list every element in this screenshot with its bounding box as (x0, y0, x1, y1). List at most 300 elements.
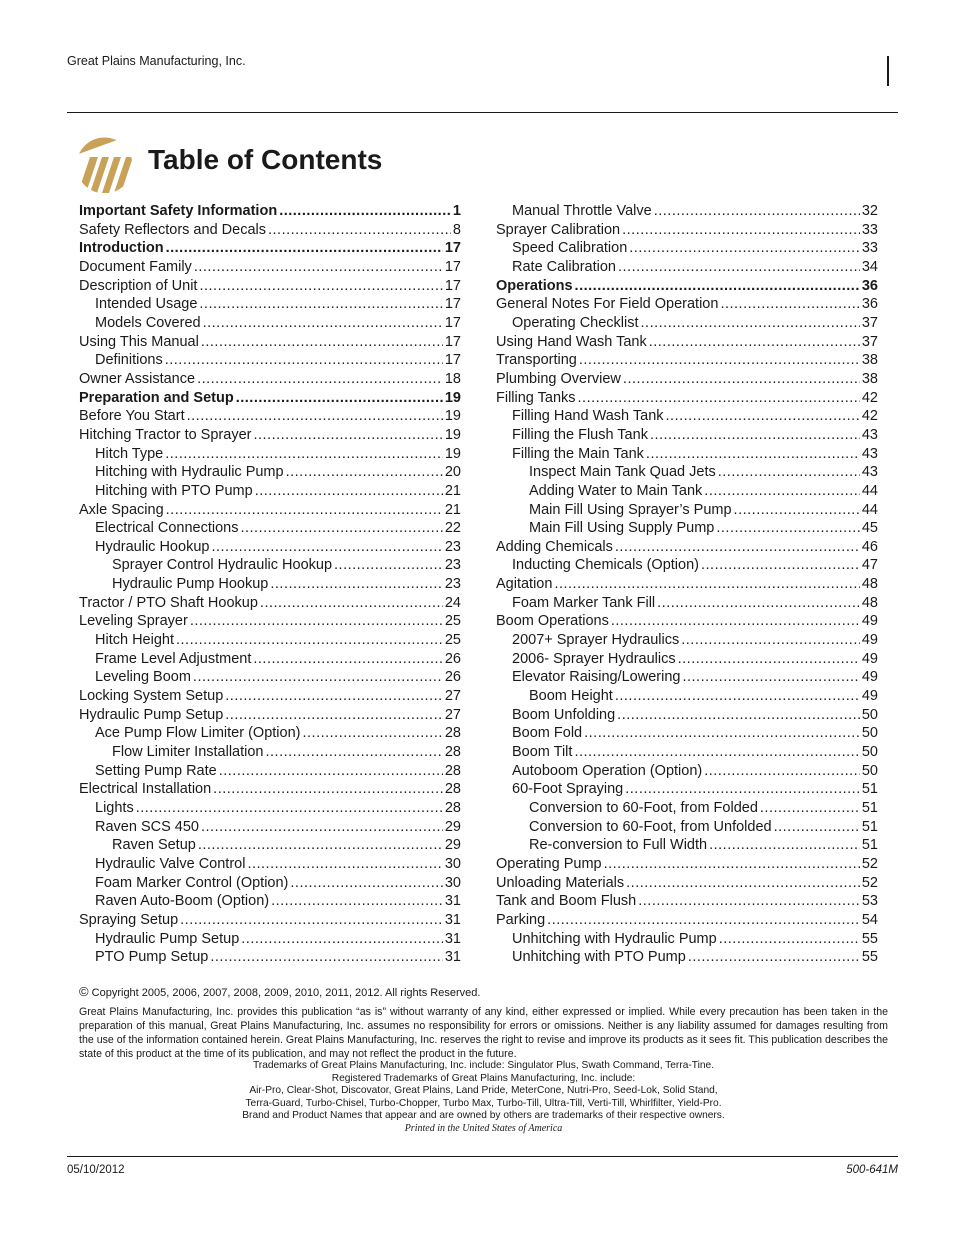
toc-entry-page: 49 (861, 613, 878, 630)
toc-entry-title: Raven Setup (112, 837, 196, 854)
toc-leader-dots (704, 482, 860, 501)
toc-entry-title: Elevator Raising/Lowering (512, 669, 681, 686)
toc-entry-page: 33 (861, 240, 878, 257)
toc-entry[interactable] (496, 836, 878, 855)
toc-leader-dots (760, 799, 860, 818)
toc-entry-page: 28 (444, 781, 461, 798)
toc-leader-dots (720, 295, 859, 314)
toc-entry-page: 45 (861, 520, 878, 537)
toc-entry-page: 51 (861, 781, 878, 798)
toc-entry[interactable] (496, 407, 878, 426)
toc-entry[interactable] (79, 295, 461, 314)
toc-entry-title: Filling Tanks (496, 389, 576, 406)
toc-leader-dots (650, 426, 860, 445)
toc-entry-page: 19 (444, 445, 461, 462)
toc-entry[interactable] (496, 892, 878, 911)
toc-entry-page: 49 (861, 650, 878, 667)
toc-leader-dots (290, 874, 442, 893)
toc-entry-page: 51 (861, 800, 878, 816)
toc-entry[interactable] (79, 948, 461, 967)
toc-entry[interactable] (79, 556, 461, 575)
toc-entry[interactable] (79, 202, 461, 221)
toc-entry-page: 26 (444, 650, 461, 667)
toc-entry-page: 46 (861, 538, 878, 555)
toc-leader-dots (681, 631, 860, 650)
toc-entry[interactable] (79, 538, 461, 557)
toc-entry[interactable] (79, 612, 461, 631)
toc-entry[interactable] (79, 874, 461, 893)
toc-leader-dots (625, 780, 860, 799)
toc-leader-dots (734, 501, 860, 520)
toc-leader-dots (629, 239, 860, 258)
toc-entry[interactable] (496, 668, 878, 687)
toc-entry-page: 22 (444, 520, 461, 537)
toc-entry-title: Safety Reflectors and Decals (79, 221, 266, 238)
toc-entry[interactable] (496, 295, 878, 314)
toc-entry[interactable] (79, 258, 461, 277)
toc-entry-title: Preparation and Setup (79, 389, 234, 406)
header-divider (887, 56, 889, 86)
toc-entry[interactable] (496, 780, 878, 799)
toc-entry-title: Unhitching with Hydraulic Pump (512, 930, 717, 947)
toc-entry[interactable] (79, 351, 461, 370)
toc-entry-page: 43 (861, 426, 878, 443)
toc-entry[interactable] (496, 221, 878, 240)
toc-entry-page: 43 (861, 445, 878, 462)
toc-leader-dots (774, 818, 860, 837)
toc-entry-title: Setting Pump Rate (95, 762, 217, 779)
toc-entry-page: 27 (444, 688, 461, 705)
toc-entry[interactable] (79, 780, 461, 799)
toc-entry[interactable] (79, 370, 461, 389)
toc-leader-dots (255, 482, 443, 501)
toc-entry-title: Locking System Setup (79, 688, 224, 705)
toc-entry[interactable] (79, 631, 461, 650)
toc-entry-page: 29 (444, 837, 461, 854)
toc-entry-title: Boom Height (529, 688, 613, 705)
toc-entry[interactable] (496, 594, 878, 613)
toc-leader-dots (253, 650, 443, 669)
toc-entry-page: 42 (861, 389, 878, 406)
toc-entry[interactable] (496, 351, 878, 370)
toc-entry[interactable] (496, 389, 878, 408)
toc-entry-title: Hitching Tractor to Sprayer (79, 426, 252, 443)
toc-entry-title: Re-conversion to Full Width (529, 837, 708, 854)
toc-entry-page: 33 (861, 221, 878, 238)
toc-entry-page: 34 (861, 258, 878, 275)
toc-leader-dots (666, 407, 860, 426)
toc-leader-dots (194, 258, 443, 277)
toc-entry-page: 17 (444, 296, 461, 313)
toc-entry-title: Electrical Installation (79, 781, 212, 798)
toc-entry[interactable] (79, 668, 461, 687)
toc-entry[interactable] (496, 482, 878, 501)
toc-leader-dots (575, 277, 860, 296)
toc-leader-dots (716, 519, 860, 538)
toc-leader-dots (554, 575, 859, 594)
toc-entry-title: Raven Auto-Boom (Option) (95, 893, 270, 910)
toc-leader-dots (197, 370, 443, 389)
toc-entry[interactable] (79, 501, 461, 520)
toc-entry-title: Leveling Sprayer (79, 613, 188, 630)
toc-entry-page: 37 (861, 333, 878, 350)
copyright-symbol: © (79, 984, 89, 999)
toc-leader-dots (225, 687, 443, 706)
toc-entry[interactable] (79, 221, 461, 240)
toc-entry[interactable] (496, 426, 878, 445)
toc-leader-dots (709, 836, 860, 855)
toc-entry[interactable] (79, 855, 461, 874)
toc-leader-dots (626, 874, 860, 893)
toc-entry-title: Electrical Connections (95, 520, 239, 537)
toc-leader-dots (574, 743, 859, 762)
toc-entry-page: 38 (861, 370, 878, 387)
toc-entry[interactable] (79, 930, 461, 949)
printed-note: Printed in the United States of America (404, 1123, 563, 1134)
toc-entry[interactable] (79, 575, 461, 594)
copyright-text: Copyright 2005, 2006, 2007, 2008, 2009, 2010, 2011, 2012. All rights Reserved. (91, 987, 481, 999)
toc-entry[interactable] (496, 706, 878, 725)
toc-entry[interactable] (496, 818, 878, 837)
toc-leader-dots (268, 221, 451, 240)
toc-entry[interactable] (79, 762, 461, 781)
toc-leader-dots (584, 724, 860, 743)
header-company: Great Plains Manufacturing, Inc. (67, 54, 246, 68)
toc-leader-dots (211, 538, 442, 557)
toc-entry-title: Hydraulic Hookup (95, 538, 210, 555)
toc-entry[interactable] (496, 743, 878, 762)
toc-entry-title: Filling the Main Tank (512, 445, 644, 462)
toc-entry-title: Main Fill Using Sprayer’s Pump (529, 501, 732, 518)
toc-leader-dots (688, 948, 860, 967)
toc-leader-dots (638, 892, 860, 911)
toc-entry-title: Using This Manual (79, 333, 199, 350)
toc-leader-dots (618, 258, 860, 277)
toc-leader-dots (615, 538, 860, 557)
toc-entry-page: 26 (444, 669, 461, 686)
toc-entry[interactable] (79, 389, 461, 408)
toc-leader-dots (611, 612, 860, 631)
toc-entry-page: 49 (861, 669, 878, 686)
toc-entry-title: Foam Marker Control (Option) (95, 874, 289, 891)
toc-entry-page: 44 (861, 482, 878, 499)
toc-entry-title: Hitching with PTO Pump (95, 482, 253, 499)
toc-entry[interactable] (496, 445, 878, 464)
toc-entry[interactable] (79, 482, 461, 501)
toc-entry-title: Hitch Type (95, 445, 164, 462)
toc-leader-dots (198, 836, 443, 855)
toc-entry-page: 50 (861, 762, 878, 779)
toc-leader-dots (165, 445, 443, 464)
toc-entry-page: 48 (861, 594, 878, 611)
toc-leader-dots (241, 930, 443, 949)
toc-entry-page: 32 (861, 203, 878, 219)
toc-entry[interactable] (79, 706, 461, 725)
toc-entry-page: 50 (861, 725, 878, 742)
toc-entry-title: Tractor / PTO Shaft Hookup (79, 594, 258, 611)
toc-entry[interactable] (496, 501, 878, 520)
toc-entry-title: Filling the Flush Tank (512, 426, 648, 443)
toc-leader-dots (165, 351, 443, 370)
toc-entry[interactable] (496, 855, 878, 874)
toc-entry-title: Introduction (79, 240, 164, 257)
header-rule (67, 112, 898, 113)
toc-entry-title: Conversion to 60-Foot, from Folded (529, 800, 758, 816)
toc-leader-dots (270, 575, 443, 594)
toc-entry-page: 51 (861, 818, 878, 835)
toc-entry[interactable] (79, 650, 461, 669)
toc-entry[interactable] (496, 370, 878, 389)
toc-leader-dots (271, 892, 443, 911)
toc-leader-dots (240, 519, 442, 538)
toc-entry-title: Description of Unit (79, 277, 198, 294)
toc-entry[interactable] (496, 463, 878, 482)
toc-entry-page: 28 (444, 725, 461, 742)
toc-entry-page: 48 (861, 576, 878, 593)
toc-entry-page: 27 (444, 706, 461, 723)
toc-entry[interactable] (79, 407, 461, 426)
toc-entry-title: Boom Tilt (512, 744, 573, 761)
toc-entry[interactable] (496, 687, 878, 706)
toc-entry-page: 17 (444, 333, 461, 350)
toc-entry[interactable] (496, 239, 878, 258)
toc-entry-title: Lights (95, 800, 134, 816)
toc-entry-title: 60-Foot Spraying (512, 781, 624, 798)
toc-entry-title: Flow Limiter Installation (112, 744, 264, 761)
toc-entry-title: Hydraulic Pump Setup (95, 930, 240, 947)
toc-leader-dots (604, 855, 860, 874)
toc-entry[interactable] (79, 743, 461, 762)
toc-entry[interactable] (79, 799, 461, 818)
toc-entry-page: 49 (861, 688, 878, 705)
toc-entry[interactable] (496, 948, 878, 967)
trademark-line: Trademarks of Great Plains Manufacturing, Inc. include: Singulator Plus, Swath Command, Terra-Tine. (252, 1060, 715, 1071)
toc-entry-page: 55 (861, 930, 878, 947)
footer-date: 05/10/2012 (67, 1164, 125, 1176)
trademark-line: Terra-Guard, Turbo-Chisel, Turbo-Chopper, Turbo Max, Turbo-Till, Ultra-Till, Verti-Till, Whirlfilter, Yield-Pro. (245, 1097, 722, 1109)
toc-entry-page: 52 (861, 874, 878, 891)
toc-entry-page: 17 (444, 277, 461, 294)
toc-entry[interactable] (79, 594, 461, 613)
toc-entry-title: Main Fill Using Supply Pump (529, 520, 715, 537)
toc-entry-title: Important Safety Information (79, 203, 278, 219)
toc-entry-page: 31 (444, 949, 461, 966)
toc-entry-title: Unloading Materials (496, 874, 625, 891)
toc-leader-dots (225, 706, 443, 725)
toc-entry-title: 2006- Sprayer Hydraulics (512, 650, 676, 667)
toc-leader-dots (201, 818, 443, 837)
toc-entry[interactable] (496, 650, 878, 669)
trademark-line: Air-Pro, Clear-Shot, Discovator, Great Plains, Land Pride, MeterCone, Nutri-Pro, Seed-Lok, Solid Stand, (249, 1085, 718, 1097)
toc-entry-page: 43 (861, 464, 878, 481)
toc-entry-page: 54 (861, 911, 878, 928)
toc-entry-page: 55 (861, 949, 878, 966)
toc-leader-dots (649, 333, 860, 352)
toc-entry-page: 17 (444, 258, 461, 275)
toc-entry[interactable] (496, 333, 878, 352)
toc-entry-page: 47 (861, 557, 878, 574)
toc-entry-title: Using Hand Wash Tank (496, 333, 647, 350)
toc-entry[interactable] (496, 519, 878, 538)
toc-leader-dots (302, 724, 442, 743)
toc-entry-page: 53 (861, 893, 878, 910)
toc-leader-dots (623, 370, 860, 389)
toc-entry[interactable] (496, 277, 878, 296)
toc-entry-title: Intended Usage (95, 296, 198, 313)
toc-leader-dots (615, 687, 860, 706)
toc-leader-dots (682, 668, 859, 687)
toc-entry-title: Speed Calibration (512, 240, 628, 257)
toc-entry-title: Ace Pump Flow Limiter (Option) (95, 725, 301, 742)
toc-entry-page: 29 (444, 818, 461, 835)
toc-entry[interactable] (79, 724, 461, 743)
toc-leader-dots (547, 911, 860, 930)
toc-entry-title: Hydraulic Pump Hookup (112, 576, 269, 593)
toc-entry-title: Leveling Boom (95, 669, 191, 686)
toc-entry-title: Models Covered (95, 314, 201, 331)
toc-entry[interactable] (496, 202, 878, 221)
toc-entry[interactable] (496, 930, 878, 949)
toc-leader-dots (180, 911, 443, 930)
toc-entry-page: 19 (444, 389, 461, 406)
toc-entry-page: 42 (861, 408, 878, 425)
toc-entry[interactable] (79, 277, 461, 296)
toc-entry-page: 25 (444, 613, 461, 630)
toc-entry-title: Hitching with Hydraulic Pump (95, 464, 284, 481)
toc-entry[interactable] (79, 687, 461, 706)
toc-leader-dots (203, 314, 443, 333)
toc-entry-page: 28 (444, 800, 461, 816)
toc-leader-dots (646, 445, 860, 464)
toc-entry-page: 49 (861, 632, 878, 649)
toc-entry-page: 28 (444, 744, 461, 761)
trademarks (79, 1060, 888, 1123)
toc-leader-dots (260, 594, 443, 613)
toc-entry-title: Tank and Boom Flush (496, 893, 637, 910)
toc-entry-page: 51 (861, 837, 878, 854)
toc-leader-dots (166, 501, 443, 520)
toc-entry-page: 38 (861, 352, 878, 369)
toc-entry-title: Boom Fold (512, 725, 583, 742)
toc-entry[interactable] (79, 519, 461, 538)
toc-entry-title: Frame Level Adjustment (95, 650, 252, 667)
toc-leader-dots (579, 351, 860, 370)
toc-leader-dots (136, 799, 443, 818)
toc-leader-dots (334, 556, 443, 575)
toc-leader-dots (617, 706, 860, 725)
toc-entry-page: 36 (861, 277, 878, 294)
toc-entry-title: Rate Calibration (512, 258, 616, 275)
toc-entry-title: Autoboom Operation (Option) (512, 762, 703, 779)
toc-entry-page: 25 (444, 632, 461, 649)
toc-leader-dots (219, 762, 443, 781)
toc-entry-page: 23 (444, 538, 461, 555)
toc-leader-dots (210, 948, 442, 967)
toc-leader-dots (622, 221, 860, 240)
toc-entry[interactable] (79, 445, 461, 464)
toc-leader-dots (199, 277, 442, 296)
toc-entry-title: Unhitching with PTO Pump (512, 949, 686, 966)
toc-entry-page: 17 (444, 314, 461, 331)
toc-entry[interactable] (496, 874, 878, 893)
toc-left-column (79, 202, 461, 967)
toc-entry[interactable] (79, 239, 461, 258)
toc-leader-dots (654, 202, 860, 221)
toc-entry-title: Inducting Chemicals (Option) (512, 557, 699, 574)
toc-entry[interactable] (496, 314, 878, 333)
toc-entry-title: Axle Spacing (79, 501, 164, 518)
toc-entry[interactable] (79, 463, 461, 482)
toc-entry-title: Boom Operations (496, 613, 609, 630)
toc-entry-title: Sprayer Calibration (496, 221, 621, 238)
toc-entry[interactable] (79, 426, 461, 445)
toc-entry-title: Operating Pump (496, 855, 602, 872)
toc-entry[interactable] (79, 911, 461, 930)
page-title: Table of Contents (148, 144, 383, 175)
toc-entry[interactable] (496, 538, 878, 557)
toc-entry[interactable] (496, 556, 878, 575)
toc-entry-title: Agitation (496, 576, 553, 593)
toc-leader-dots (176, 631, 443, 650)
toc-leader-dots (187, 407, 443, 426)
toc-entry-title: Hydraulic Pump Setup (79, 706, 224, 723)
toc-entry-title: Filling Hand Wash Tank (512, 408, 664, 425)
toc-entry[interactable] (496, 724, 878, 743)
toc-entry[interactable] (496, 612, 878, 631)
trademark-line: Registered Trademarks of Great Plains Manufacturing, Inc. include: (331, 1072, 636, 1084)
copyright (79, 984, 480, 999)
toc-entry-title: Raven SCS 450 (95, 818, 199, 835)
toc-entry[interactable] (79, 333, 461, 352)
toc-entry[interactable] (79, 314, 461, 333)
disclaimer: Great Plains Manufacturing, Inc. provides this publication “as is” without warranty of any kind, either expressed or implied. While every precaution has been taken in the preparation of this manual, Great Plains Manufacturing, Inc. assumes no responsibility for errors or omissions. Neither is any liability assumed for damages resulting from the use of the information contained herein. Great Plains Manufacturing, Inc. reserves the right to revise and improve its products as it sees fit. This publication describes the state of this product at the time of its publication, and may not reflect the product in the future. (79, 1006, 888, 1060)
toc-entry-title: Plumbing Overview (496, 370, 621, 387)
toc-entry-title: Sprayer Control Hydraulic Hookup (112, 557, 333, 574)
toc-entry[interactable] (496, 911, 878, 930)
toc-entry-title: Foam Marker Tank Fill (512, 594, 656, 611)
toc-entry-title: Manual Throttle Valve (512, 203, 652, 219)
toc-entry-page: 21 (444, 501, 461, 518)
toc-leader-dots (247, 855, 442, 874)
toc-entry-title: Hydraulic Valve Control (95, 855, 246, 872)
toc-entry[interactable] (496, 762, 878, 781)
toc-entry-title: Spraying Setup (79, 911, 179, 928)
toc-leader-dots (213, 780, 443, 799)
toc-entry-title: Owner Assistance (79, 370, 196, 387)
toc-entry[interactable] (496, 575, 878, 594)
toc-entry[interactable] (496, 258, 878, 277)
toc-leader-dots (266, 743, 443, 762)
toc-entry[interactable] (79, 836, 461, 855)
toc-entry-page: 31 (444, 911, 461, 928)
toc-entry-page: 17 (444, 240, 461, 257)
toc-right-column (496, 202, 878, 967)
toc-entry-page: 37 (861, 314, 878, 331)
toc-entry-page: 23 (444, 557, 461, 574)
toc-entry-title: General Notes For Field Operation (496, 296, 719, 313)
toc-entry-page: 8 (452, 221, 461, 238)
toc-leader-dots (236, 389, 443, 408)
toc-entry[interactable] (79, 818, 461, 837)
toc-leader-dots (166, 239, 443, 258)
toc-entry[interactable] (79, 892, 461, 911)
toc-leader-dots (253, 426, 442, 445)
toc-leader-dots (718, 463, 860, 482)
toc-entry[interactable] (496, 799, 878, 818)
toc-entry[interactable] (496, 631, 878, 650)
toc-entry-page: 52 (861, 855, 878, 872)
toc-leader-dots (657, 594, 860, 613)
